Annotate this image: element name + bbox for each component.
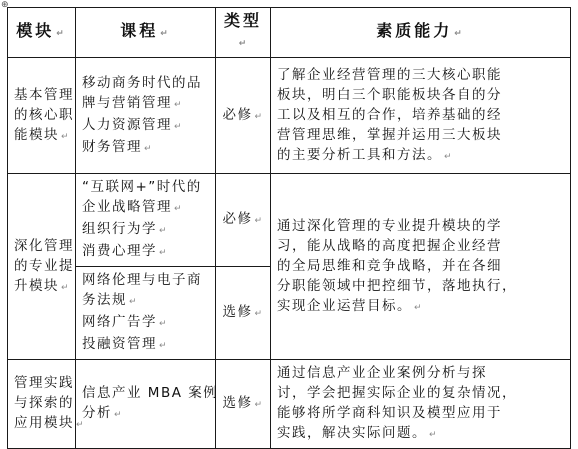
ability-cell: 通过信息产业企业案例分析与探 讨，学会把握实际企业的复杂情况， 能够将所学商科知识及模型应用于 实践，解决实际问题。 ↵ bbox=[271, 360, 571, 449]
header-type: 类型↵ bbox=[216, 8, 271, 58]
ability-cell: 了解企业经营管理的三大核心职能 板块，明白三个职能板块各自的分 工以及相互的合作，培养基础的经 营管理思维，掌握并运用三大板块 的主要分析工具和方法。 ↵ bbox=[271, 58, 571, 174]
module-cell: 深化管理 的专业提 升模块 ↵ bbox=[8, 174, 76, 360]
table-anchor-icon: ⊕ bbox=[1, 0, 9, 10]
type-cell: 必修 ↵ bbox=[216, 58, 271, 174]
type-cell: 选修 ↵ bbox=[216, 267, 271, 360]
course-table bbox=[7, 7, 571, 449]
table-row bbox=[8, 58, 571, 174]
course-cell: 移动商务时代的品 牌与营销管理 ↵ 人力资源管理 ↵ 财务管理 ↵ bbox=[76, 58, 216, 174]
table-row bbox=[8, 174, 571, 267]
table-row bbox=[8, 360, 571, 449]
header-row bbox=[8, 8, 571, 58]
type-cell: 必修 ↵ bbox=[216, 174, 271, 267]
module-cell: 管理实践 与探索的 应用模块 ↵ bbox=[8, 360, 76, 449]
module-cell: 基本管理 的核心职 能模块 ↵ bbox=[8, 58, 76, 174]
header-module: 模块 ↵ bbox=[8, 8, 76, 58]
type-cell: 选修 ↵ bbox=[216, 360, 271, 449]
header-course: 课程 ↵ bbox=[76, 8, 216, 58]
course-cell: 信息产业 MBA 案例 分析 ↵ bbox=[76, 360, 216, 449]
course-cell: 网络伦理与电子商 务法规 ↵ 网络广告学 ↵ 投融资管理 ↵ bbox=[76, 267, 216, 360]
header-ability: 素质能力 ↵ bbox=[271, 8, 571, 58]
course-cell: “互联网+”时代的 企业战略管理 ↵ 组织行为学 ↵ 消费心理学 ↵ bbox=[76, 174, 216, 267]
ability-cell: 通过深化管理的专业提升模块的学 习，能从战略的高度把握企业经营 的全局思维和竞争战略，并在各细 分职能领域中把控细节，落地执行， 实现企业运营目标。 ↵ bbox=[271, 174, 571, 360]
